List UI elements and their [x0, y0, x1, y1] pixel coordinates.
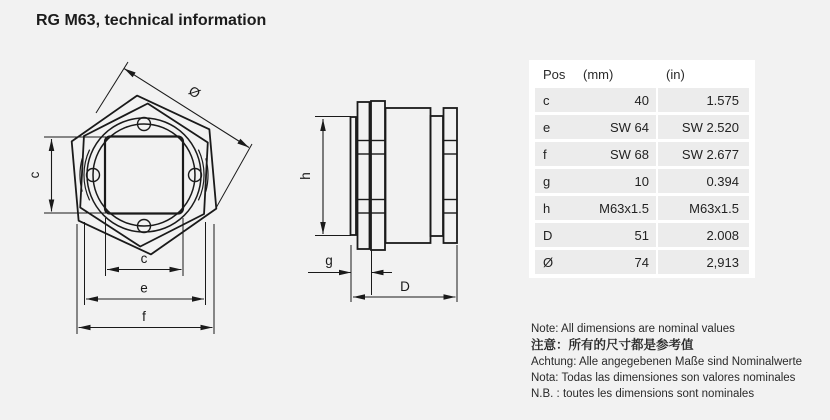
mm-value: SW 64 — [609, 119, 649, 135]
in-value: 2.008 — [706, 227, 739, 243]
column-header-mm: (mm) — [583, 67, 614, 82]
body-cylinder — [386, 108, 431, 243]
dimension-label-c-horizontal: c — [140, 251, 148, 266]
front-view-drawing — [27, 62, 252, 334]
mm-value: 74 — [634, 254, 649, 270]
dimension-f — [77, 224, 214, 334]
note-line-es: Nota: Todas las dimensiones son valores nominales — [531, 371, 796, 384]
in-value: SW 2.677 — [681, 146, 739, 162]
in-value: M63x1.5 — [689, 200, 739, 216]
mm-value: SW 68 — [609, 146, 649, 162]
table-row — [535, 142, 749, 166]
pos-label: Ø — [543, 254, 554, 270]
dimension-d — [353, 245, 457, 302]
table-row — [535, 169, 749, 193]
in-value: SW 2.520 — [681, 119, 739, 135]
dimension-label-f: f — [142, 309, 146, 324]
pos-label: D — [543, 227, 553, 243]
flange-circle-inner — [93, 124, 195, 226]
dimension-label-diameter: Ø — [185, 83, 203, 102]
table-row — [535, 88, 749, 112]
square-opening — [105, 137, 183, 214]
nut-2 — [371, 101, 385, 250]
table-row — [535, 250, 749, 274]
table-row — [535, 223, 749, 247]
neck — [431, 116, 444, 236]
dimension-label-d: D — [400, 279, 410, 294]
hex-flat-lines — [358, 141, 458, 214]
pos-label: f — [543, 146, 547, 162]
mm-value: 10 — [634, 173, 649, 189]
in-value: 1.575 — [706, 92, 739, 108]
dimension-label-h: h — [298, 172, 313, 180]
pos-label: c — [543, 92, 550, 108]
in-value: 2,913 — [706, 254, 739, 270]
dimension-table — [529, 60, 755, 278]
table-row — [535, 115, 749, 139]
mm-value: 51 — [634, 227, 649, 243]
mm-value: M63x1.5 — [599, 200, 649, 216]
side-view-drawing — [298, 101, 457, 302]
notes — [531, 321, 802, 402]
pos-label: h — [543, 200, 551, 216]
column-header-pos: Pos — [543, 67, 566, 82]
in-value: 0.394 — [706, 173, 739, 189]
note-line-fr: N.B. : toutes les dimensions sont nominales — [531, 388, 755, 401]
dimension-diameter — [96, 62, 252, 208]
dimension-h — [298, 117, 351, 236]
dimension-g — [308, 245, 392, 302]
dimension-label-e: e — [140, 280, 148, 296]
table-body — [535, 88, 749, 274]
pos-label: g — [543, 173, 551, 189]
mm-value: 40 — [634, 92, 649, 108]
dimension-label-g: g — [325, 253, 333, 268]
pos-label: e — [543, 119, 551, 135]
nut-1 — [358, 102, 370, 249]
table-header — [529, 60, 755, 88]
note-line-de: Achtung: Alle angegebenen Maße sind Nominalwerte — [531, 355, 803, 368]
dimension-label-c-vertical: c — [27, 171, 42, 179]
note-line-en: Note: All dimensions are nominal values — [531, 323, 735, 335]
page-title: RG M63, technical information — [36, 12, 267, 29]
table-row — [535, 196, 749, 220]
column-header-in: (in) — [666, 67, 685, 82]
flange-plate — [351, 117, 357, 235]
note-line-zh: 注意：所有的尺寸都是参考值 — [531, 338, 694, 353]
nut-right — [444, 108, 458, 243]
